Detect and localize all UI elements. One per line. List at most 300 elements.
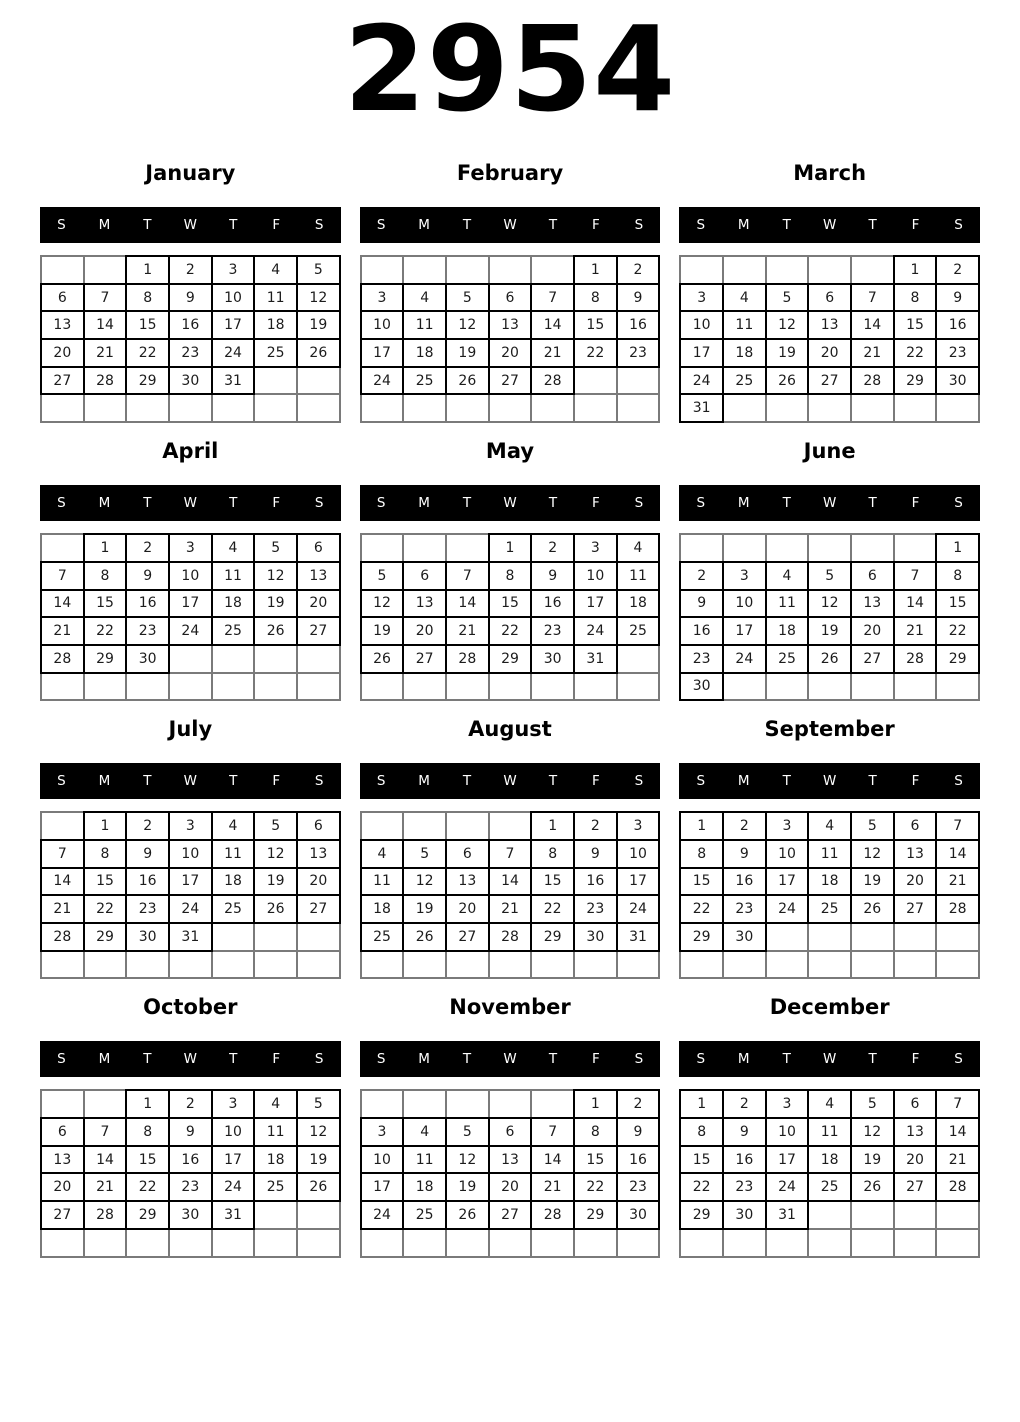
month-title: June [803,439,856,464]
day-cell: 25 [213,896,254,922]
day-cell: 26 [767,368,808,394]
empty-day-cell [42,395,83,421]
day-cell: 22 [937,618,978,644]
weekday-header-row [360,207,661,243]
day-cell: 15 [85,869,126,895]
day-cell: 3 [213,257,254,283]
month-title: May [485,439,535,464]
weekday-label: S [376,217,386,233]
day-cell: 27 [852,646,893,672]
weekday-label: W [183,1051,197,1068]
day-cell: 15 [937,591,978,617]
day-cell: 16 [532,591,573,617]
day-cell: 16 [170,312,211,338]
day-cell: 26 [404,924,445,950]
day-cell: 9 [724,841,765,867]
empty-day-cell [937,674,978,700]
weekday-header-row [360,1041,661,1077]
day-cell: 23 [127,618,168,644]
weekday-label: W [503,217,517,233]
day-cell: 25 [767,646,808,672]
day-cell: 21 [42,896,83,922]
day-cell: 28 [532,368,573,394]
day-cell: 24 [213,340,254,366]
day-cell: 29 [85,924,126,950]
month-july [40,717,341,979]
empty-day-cell [255,952,296,978]
day-cell: 13 [404,591,445,617]
weekday-label: W [183,217,197,233]
month-grid [40,255,341,423]
day-cell: 18 [213,591,254,617]
weekday-label: T [462,217,472,233]
day-cell: 16 [681,618,722,644]
empty-day-cell [532,1230,573,1256]
day-cell: 22 [575,340,616,366]
day-cell: 9 [127,563,168,589]
empty-day-cell [404,813,445,839]
weekday-label: F [911,1051,920,1068]
weekday-label: T [229,217,238,233]
weekday-label: W [183,495,197,512]
day-cell: 8 [575,285,616,311]
day-cell: 14 [42,591,83,617]
weekday-label: S [57,495,66,512]
empty-day-cell [362,674,403,700]
day-cell: 27 [447,924,488,950]
weekday-label: S [696,217,706,233]
empty-day-cell [85,257,126,283]
weekday-label: T [462,773,472,790]
day-cell: 26 [447,368,488,394]
empty-day-cell [681,535,722,561]
weekday-label: S [634,773,644,790]
day-cell: 7 [490,841,531,867]
empty-day-cell [809,952,850,978]
weekday-label: W [503,495,517,512]
day-cell: 12 [298,1119,339,1145]
day-cell: 13 [490,1147,531,1173]
day-cell: 17 [767,1147,808,1173]
day-cell: 8 [937,563,978,589]
day-cell: 27 [895,1174,936,1200]
empty-day-cell [170,395,211,421]
empty-day-cell [809,257,850,283]
day-cell: 29 [937,646,978,672]
empty-day-cell [809,535,850,561]
month-august [360,717,661,979]
day-cell: 15 [895,312,936,338]
empty-day-cell [362,1091,403,1117]
day-cell: 28 [42,924,83,950]
weekday-label: S [314,495,324,512]
empty-day-cell [724,1230,765,1256]
weekday-label: T [548,1051,558,1068]
day-cell: 22 [490,618,531,644]
day-cell: 21 [490,896,531,922]
day-cell: 4 [213,535,254,561]
day-cell: 3 [681,285,722,311]
day-cell: 15 [681,1147,722,1173]
day-cell: 20 [895,1147,936,1173]
empty-day-cell [404,535,445,561]
empty-day-cell [532,395,573,421]
day-cell: 28 [42,646,83,672]
empty-day-cell [298,924,339,950]
empty-day-cell [618,368,659,394]
day-cell: 29 [85,646,126,672]
day-cell: 12 [298,285,339,311]
day-cell: 25 [404,1202,445,1228]
day-cell: 6 [298,813,339,839]
day-cell: 4 [618,535,659,561]
empty-day-cell [895,1230,936,1256]
day-cell: 1 [490,535,531,561]
empty-day-cell [575,674,616,700]
empty-day-cell [255,674,296,700]
weekday-label: T [548,495,558,512]
day-cell: 8 [127,285,168,311]
day-cell: 13 [852,591,893,617]
day-cell: 18 [767,618,808,644]
day-cell: 19 [447,1174,488,1200]
day-cell: 1 [575,1091,616,1117]
weekday-header-row [40,1041,341,1077]
day-cell: 3 [767,1091,808,1117]
empty-day-cell [618,952,659,978]
day-cell: 17 [681,340,722,366]
day-cell: 17 [724,618,765,644]
day-cell: 11 [809,841,850,867]
day-cell: 29 [681,1202,722,1228]
weekday-label: S [57,217,66,233]
day-cell: 9 [170,1119,211,1145]
day-cell: 20 [404,618,445,644]
day-cell: 10 [362,312,403,338]
day-cell: 26 [852,1174,893,1200]
day-cell: 15 [127,312,168,338]
day-cell: 15 [575,1147,616,1173]
empty-day-cell [937,952,978,978]
day-cell: 14 [895,591,936,617]
month-january [40,161,341,423]
day-cell: 21 [42,618,83,644]
day-cell: 19 [447,340,488,366]
day-cell: 19 [767,340,808,366]
weekday-header-row [40,763,341,799]
empty-day-cell [490,1230,531,1256]
day-cell: 30 [575,924,616,950]
month-title: September [764,717,895,742]
day-cell: 30 [127,924,168,950]
day-cell: 29 [575,1202,616,1228]
day-cell: 20 [490,1174,531,1200]
day-cell: 13 [809,312,850,338]
day-cell: 17 [213,1147,254,1173]
day-cell: 6 [490,1119,531,1145]
weekday-label: T [782,217,791,233]
day-cell: 6 [42,1119,83,1145]
day-cell: 18 [362,896,403,922]
empty-day-cell [852,674,893,700]
month-grid [40,533,341,701]
day-cell: 22 [532,896,573,922]
calendar-months-grid [40,161,980,1258]
month-title: March [793,161,867,185]
day-cell: 12 [852,841,893,867]
weekday-label: T [868,217,877,233]
day-cell: 22 [575,1174,616,1200]
day-cell: 18 [724,340,765,366]
day-cell: 2 [127,535,168,561]
empty-day-cell [42,952,83,978]
day-cell: 9 [618,1119,659,1145]
weekday-label: M [737,495,750,512]
day-cell: 23 [618,340,659,366]
day-cell: 23 [532,618,573,644]
empty-day-cell [895,924,936,950]
month-september [679,717,980,979]
day-cell: 19 [809,618,850,644]
day-cell: 11 [618,563,659,589]
day-cell: 29 [681,924,722,950]
month-title: August [468,717,552,742]
day-cell: 30 [170,368,211,394]
day-cell: 5 [447,1119,488,1145]
day-cell: 4 [767,563,808,589]
day-cell: 2 [532,535,573,561]
empty-day-cell [681,1230,722,1256]
day-cell: 2 [724,1091,765,1117]
empty-day-cell [255,646,296,672]
empty-day-cell [490,674,531,700]
month-grid [679,255,980,423]
month-december [679,995,980,1257]
day-cell: 2 [724,813,765,839]
day-cell: 17 [618,869,659,895]
day-cell: 10 [575,563,616,589]
month-june [679,439,980,701]
day-cell: 11 [362,869,403,895]
day-cell: 7 [42,841,83,867]
weekday-label: T [782,1051,791,1068]
day-cell: 19 [298,1147,339,1173]
weekday-label: M [737,1051,750,1068]
empty-day-cell [213,674,254,700]
empty-day-cell [767,952,808,978]
empty-day-cell [170,952,211,978]
day-cell: 10 [170,841,211,867]
day-cell: 24 [213,1174,254,1200]
empty-day-cell [447,535,488,561]
day-cell: 13 [490,312,531,338]
empty-day-cell [447,257,488,283]
day-cell: 3 [767,813,808,839]
weekday-label: S [696,1051,706,1068]
day-cell: 4 [255,1091,296,1117]
weekday-label: F [911,217,920,233]
empty-day-cell [447,1230,488,1256]
day-cell: 27 [298,896,339,922]
day-cell: 15 [85,591,126,617]
day-cell: 31 [767,1202,808,1228]
day-cell: 20 [852,618,893,644]
day-cell: 29 [127,368,168,394]
empty-day-cell [255,1230,296,1256]
day-cell: 2 [937,257,978,283]
weekday-label: T [143,773,152,790]
weekday-label: F [911,773,920,790]
day-cell: 22 [127,1174,168,1200]
empty-day-cell [42,674,83,700]
day-cell: 9 [618,285,659,311]
day-cell: 6 [298,535,339,561]
weekday-label: S [57,1051,66,1068]
day-cell: 5 [255,535,296,561]
day-cell: 14 [532,1147,573,1173]
weekday-label: M [418,1051,430,1068]
day-cell: 8 [127,1119,168,1145]
day-cell: 30 [937,368,978,394]
empty-day-cell [852,395,893,421]
empty-day-cell [724,952,765,978]
day-cell: 8 [85,841,126,867]
empty-day-cell [895,1202,936,1228]
empty-day-cell [362,395,403,421]
empty-day-cell [532,257,573,283]
day-cell: 17 [213,312,254,338]
empty-day-cell [724,674,765,700]
day-cell: 5 [447,285,488,311]
day-cell: 12 [255,563,296,589]
month-title: November [449,995,571,1020]
day-cell: 10 [362,1147,403,1173]
day-cell: 1 [127,257,168,283]
weekday-label: T [229,495,238,512]
empty-day-cell [852,1202,893,1228]
empty-day-cell [895,674,936,700]
day-cell: 14 [490,869,531,895]
day-cell: 25 [404,368,445,394]
empty-day-cell [575,1230,616,1256]
day-cell: 16 [724,869,765,895]
day-cell: 3 [362,285,403,311]
day-cell: 1 [85,535,126,561]
day-cell: 2 [170,257,211,283]
day-cell: 3 [362,1119,403,1145]
empty-day-cell [809,1202,850,1228]
empty-day-cell [404,952,445,978]
day-cell: 14 [85,312,126,338]
day-cell: 25 [362,924,403,950]
day-cell: 4 [809,1091,850,1117]
empty-day-cell [298,674,339,700]
day-cell: 4 [724,285,765,311]
day-cell: 12 [767,312,808,338]
day-cell: 22 [681,1174,722,1200]
day-cell: 8 [85,563,126,589]
day-cell: 18 [213,869,254,895]
empty-day-cell [447,395,488,421]
empty-day-cell [575,368,616,394]
day-cell: 7 [85,285,126,311]
empty-day-cell [767,535,808,561]
day-cell: 19 [298,312,339,338]
empty-day-cell [852,257,893,283]
weekday-label: S [954,495,963,512]
day-cell: 23 [618,1174,659,1200]
day-cell: 24 [767,896,808,922]
empty-day-cell [298,368,339,394]
empty-day-cell [447,1091,488,1117]
day-cell: 6 [852,563,893,589]
weekday-label: T [868,495,877,512]
day-cell: 24 [170,618,211,644]
day-cell: 21 [447,618,488,644]
weekday-label: M [98,773,111,790]
month-march [679,161,980,423]
day-cell: 6 [895,813,936,839]
day-cell: 17 [170,869,211,895]
empty-day-cell [767,674,808,700]
day-cell: 18 [404,340,445,366]
empty-day-cell [85,1091,126,1117]
month-grid [679,811,980,979]
month-grid [360,811,661,979]
day-cell: 1 [85,813,126,839]
day-cell: 2 [618,257,659,283]
day-cell: 4 [809,813,850,839]
day-cell: 16 [170,1147,211,1173]
day-cell: 24 [170,896,211,922]
day-cell: 29 [532,924,573,950]
weekday-label: F [272,1051,281,1068]
day-cell: 20 [298,869,339,895]
day-cell: 16 [618,1147,659,1173]
day-cell: 20 [42,340,83,366]
empty-day-cell [852,1230,893,1256]
day-cell: 3 [618,813,659,839]
empty-day-cell [852,924,893,950]
day-cell: 28 [85,1202,126,1228]
day-cell: 11 [809,1119,850,1145]
day-cell: 18 [618,591,659,617]
day-cell: 18 [255,312,296,338]
month-grid [360,255,661,423]
empty-day-cell [447,674,488,700]
year-title: 2954 [343,0,677,138]
empty-day-cell [127,1230,168,1256]
weekday-header-row [679,1041,980,1077]
day-cell: 14 [937,841,978,867]
weekday-label: S [376,773,386,790]
empty-day-cell [724,257,765,283]
day-cell: 6 [404,563,445,589]
day-cell: 26 [298,340,339,366]
day-cell: 23 [937,340,978,366]
empty-day-cell [809,674,850,700]
day-cell: 6 [809,285,850,311]
day-cell: 5 [298,1091,339,1117]
weekday-label: S [376,495,386,512]
day-cell: 9 [127,841,168,867]
weekday-label: S [696,495,706,512]
month-grid [360,533,661,701]
empty-day-cell [852,952,893,978]
empty-day-cell [42,535,83,561]
day-cell: 20 [298,591,339,617]
day-cell: 27 [42,368,83,394]
